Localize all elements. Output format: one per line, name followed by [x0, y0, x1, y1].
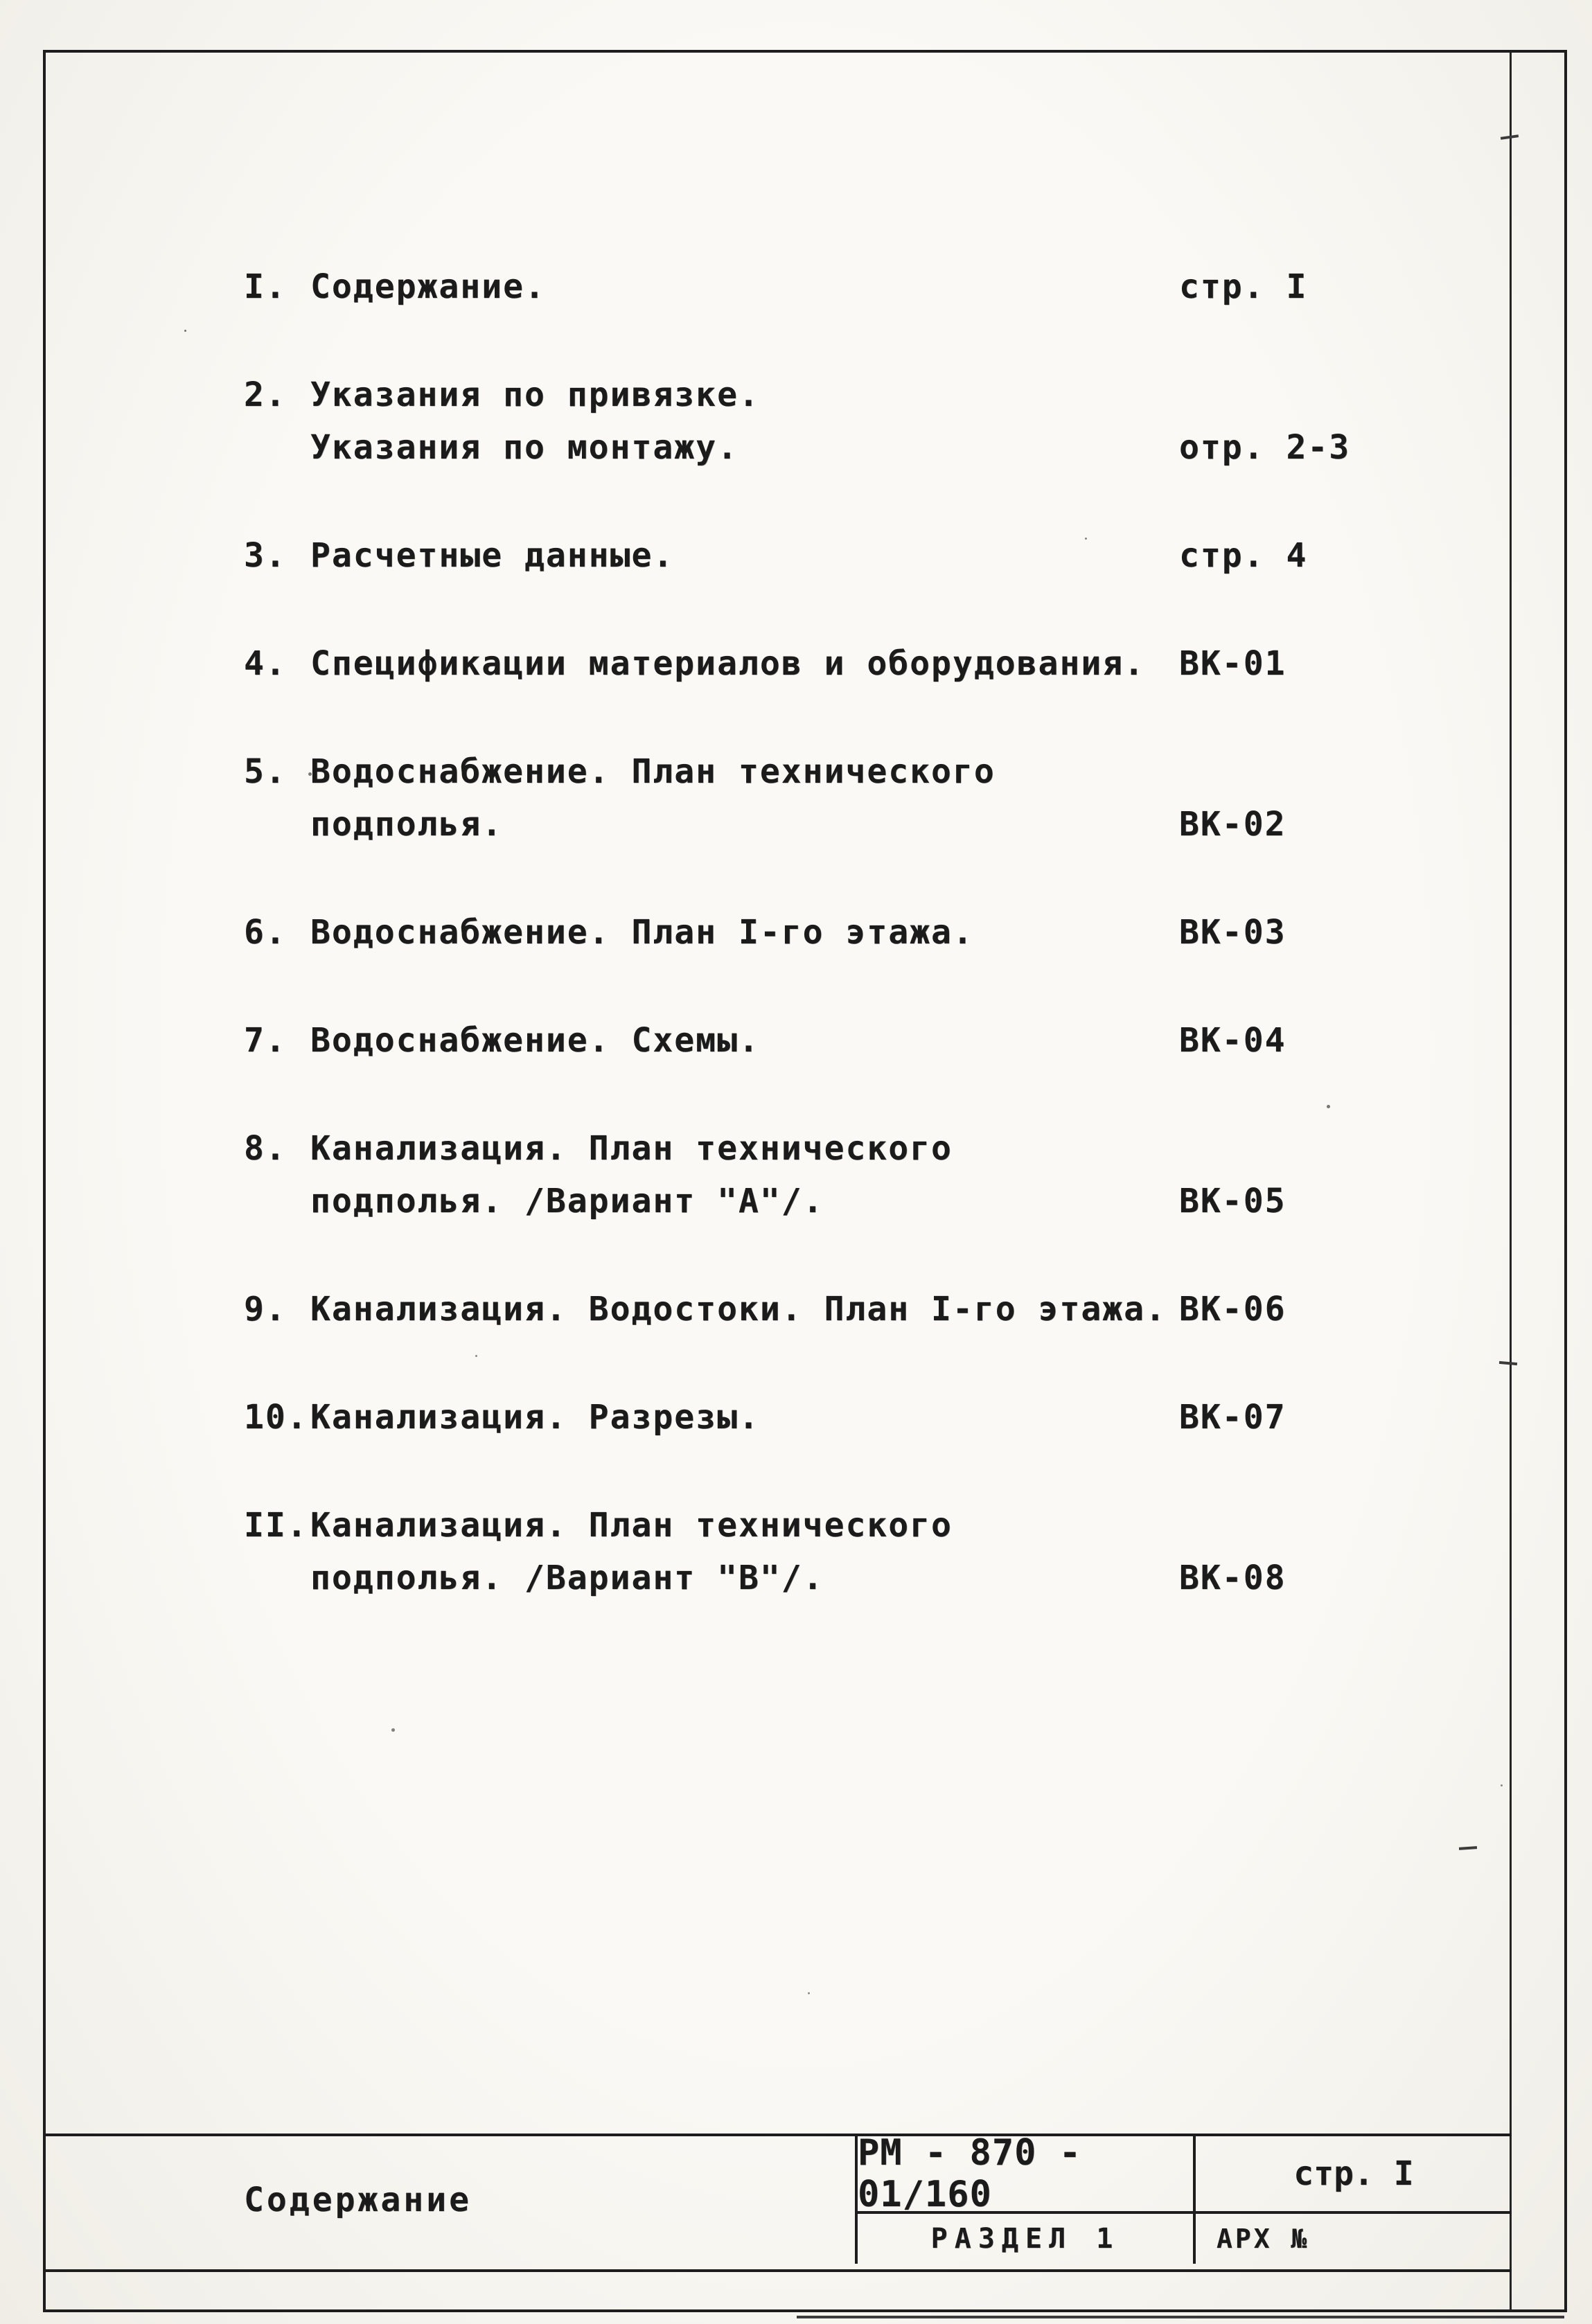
item-number: 4. — [244, 644, 287, 683]
item-page-ref: отр. 2-3 — [1179, 428, 1351, 467]
item-text: Канализация. План технического — [310, 1129, 953, 1168]
fold-mark — [1459, 1846, 1477, 1850]
item-number: 6. — [244, 913, 287, 952]
scan-speck — [184, 330, 186, 332]
item-page-ref — [1179, 1499, 1491, 1552]
item-number — [244, 1175, 310, 1227]
toc-item — [244, 1499, 1491, 1604]
item-number: II. — [244, 1506, 308, 1545]
titleblock-page-ref: стр. I — [1196, 2136, 1512, 2214]
item-page-ref: ВК-06 — [1179, 1290, 1286, 1329]
item-number — [244, 798, 310, 851]
item-page-ref: ВК-04 — [1179, 1021, 1286, 1060]
item-text: Спецификации материалов и оборудования. — [310, 644, 1146, 683]
toc-item — [244, 529, 1491, 582]
page-frame — [43, 50, 1567, 2312]
toc-item — [244, 906, 1491, 959]
item-number — [244, 421, 310, 474]
item-page-ref: ВК-02 — [1179, 805, 1286, 844]
titleblock-doc-number: РМ - 870 - 01/160 — [858, 2136, 1196, 2214]
item-number: 7. — [244, 1021, 287, 1060]
item-page-ref: ВК-01 — [1179, 644, 1286, 683]
toc-item — [244, 369, 1491, 474]
item-number: 10. — [244, 1398, 308, 1437]
item-number — [244, 1552, 310, 1604]
toc-item — [244, 1283, 1491, 1336]
item-page-ref: ВК-03 — [1179, 913, 1286, 952]
table-of-contents — [244, 260, 1491, 1660]
item-text: Расчетные данные. — [310, 536, 675, 575]
scan-edge-shadow — [797, 2316, 1564, 2318]
fold-mark — [1499, 1361, 1517, 1365]
item-number: 2. — [244, 375, 287, 414]
margin-line — [1510, 53, 1512, 2309]
item-text: Указания по монтажу. — [310, 428, 738, 467]
toc-item — [244, 637, 1491, 690]
titleblock-archive: АРХ № — [1217, 2224, 1310, 2254]
toc-item — [244, 1014, 1491, 1067]
item-text: Указания по привязке. — [310, 375, 760, 414]
titleblock-section: РАЗДЕЛ 1 — [858, 2214, 1196, 2264]
title-block — [46, 2134, 1512, 2272]
item-text: Канализация. Разрезы. — [310, 1398, 760, 1437]
item-text: Водоснабжение. Схемы. — [310, 1021, 760, 1060]
item-text: Водоснабжение. План I-го этажа. — [310, 913, 974, 952]
item-page-ref — [1179, 745, 1491, 798]
item-page-ref: стр. I — [1179, 267, 1308, 306]
item-text: Канализация. Водостоки. План I-го этажа. — [310, 1290, 1167, 1329]
item-text: подполья. — [310, 805, 504, 844]
item-number: I. — [244, 267, 287, 306]
item-text: Водоснабжение. План технического — [310, 752, 996, 791]
toc-item — [244, 1391, 1491, 1444]
toc-item — [244, 260, 1491, 313]
item-number: 3. — [244, 536, 287, 575]
titleblock-title: Содержание — [46, 2136, 858, 2264]
item-page-ref: ВК-08 — [1179, 1559, 1286, 1597]
item-text: подполья. /Вариант "В"/. — [310, 1559, 824, 1597]
item-page-ref — [1179, 369, 1491, 421]
item-text: подполья. /Вариант "А"/. — [310, 1182, 824, 1221]
toc-item — [244, 745, 1491, 851]
item-number: 5. — [244, 752, 287, 791]
toc-item — [244, 1122, 1491, 1227]
item-page-ref: ВК-05 — [1179, 1182, 1286, 1221]
item-text: Содержание. — [310, 267, 546, 306]
item-number: 8. — [244, 1129, 287, 1168]
item-text: Канализация. План технического — [310, 1506, 953, 1545]
item-page-ref: ВК-07 — [1179, 1398, 1286, 1437]
item-page-ref — [1179, 1122, 1491, 1175]
item-page-ref: стр. 4 — [1179, 536, 1308, 575]
item-number: 9. — [244, 1290, 287, 1329]
